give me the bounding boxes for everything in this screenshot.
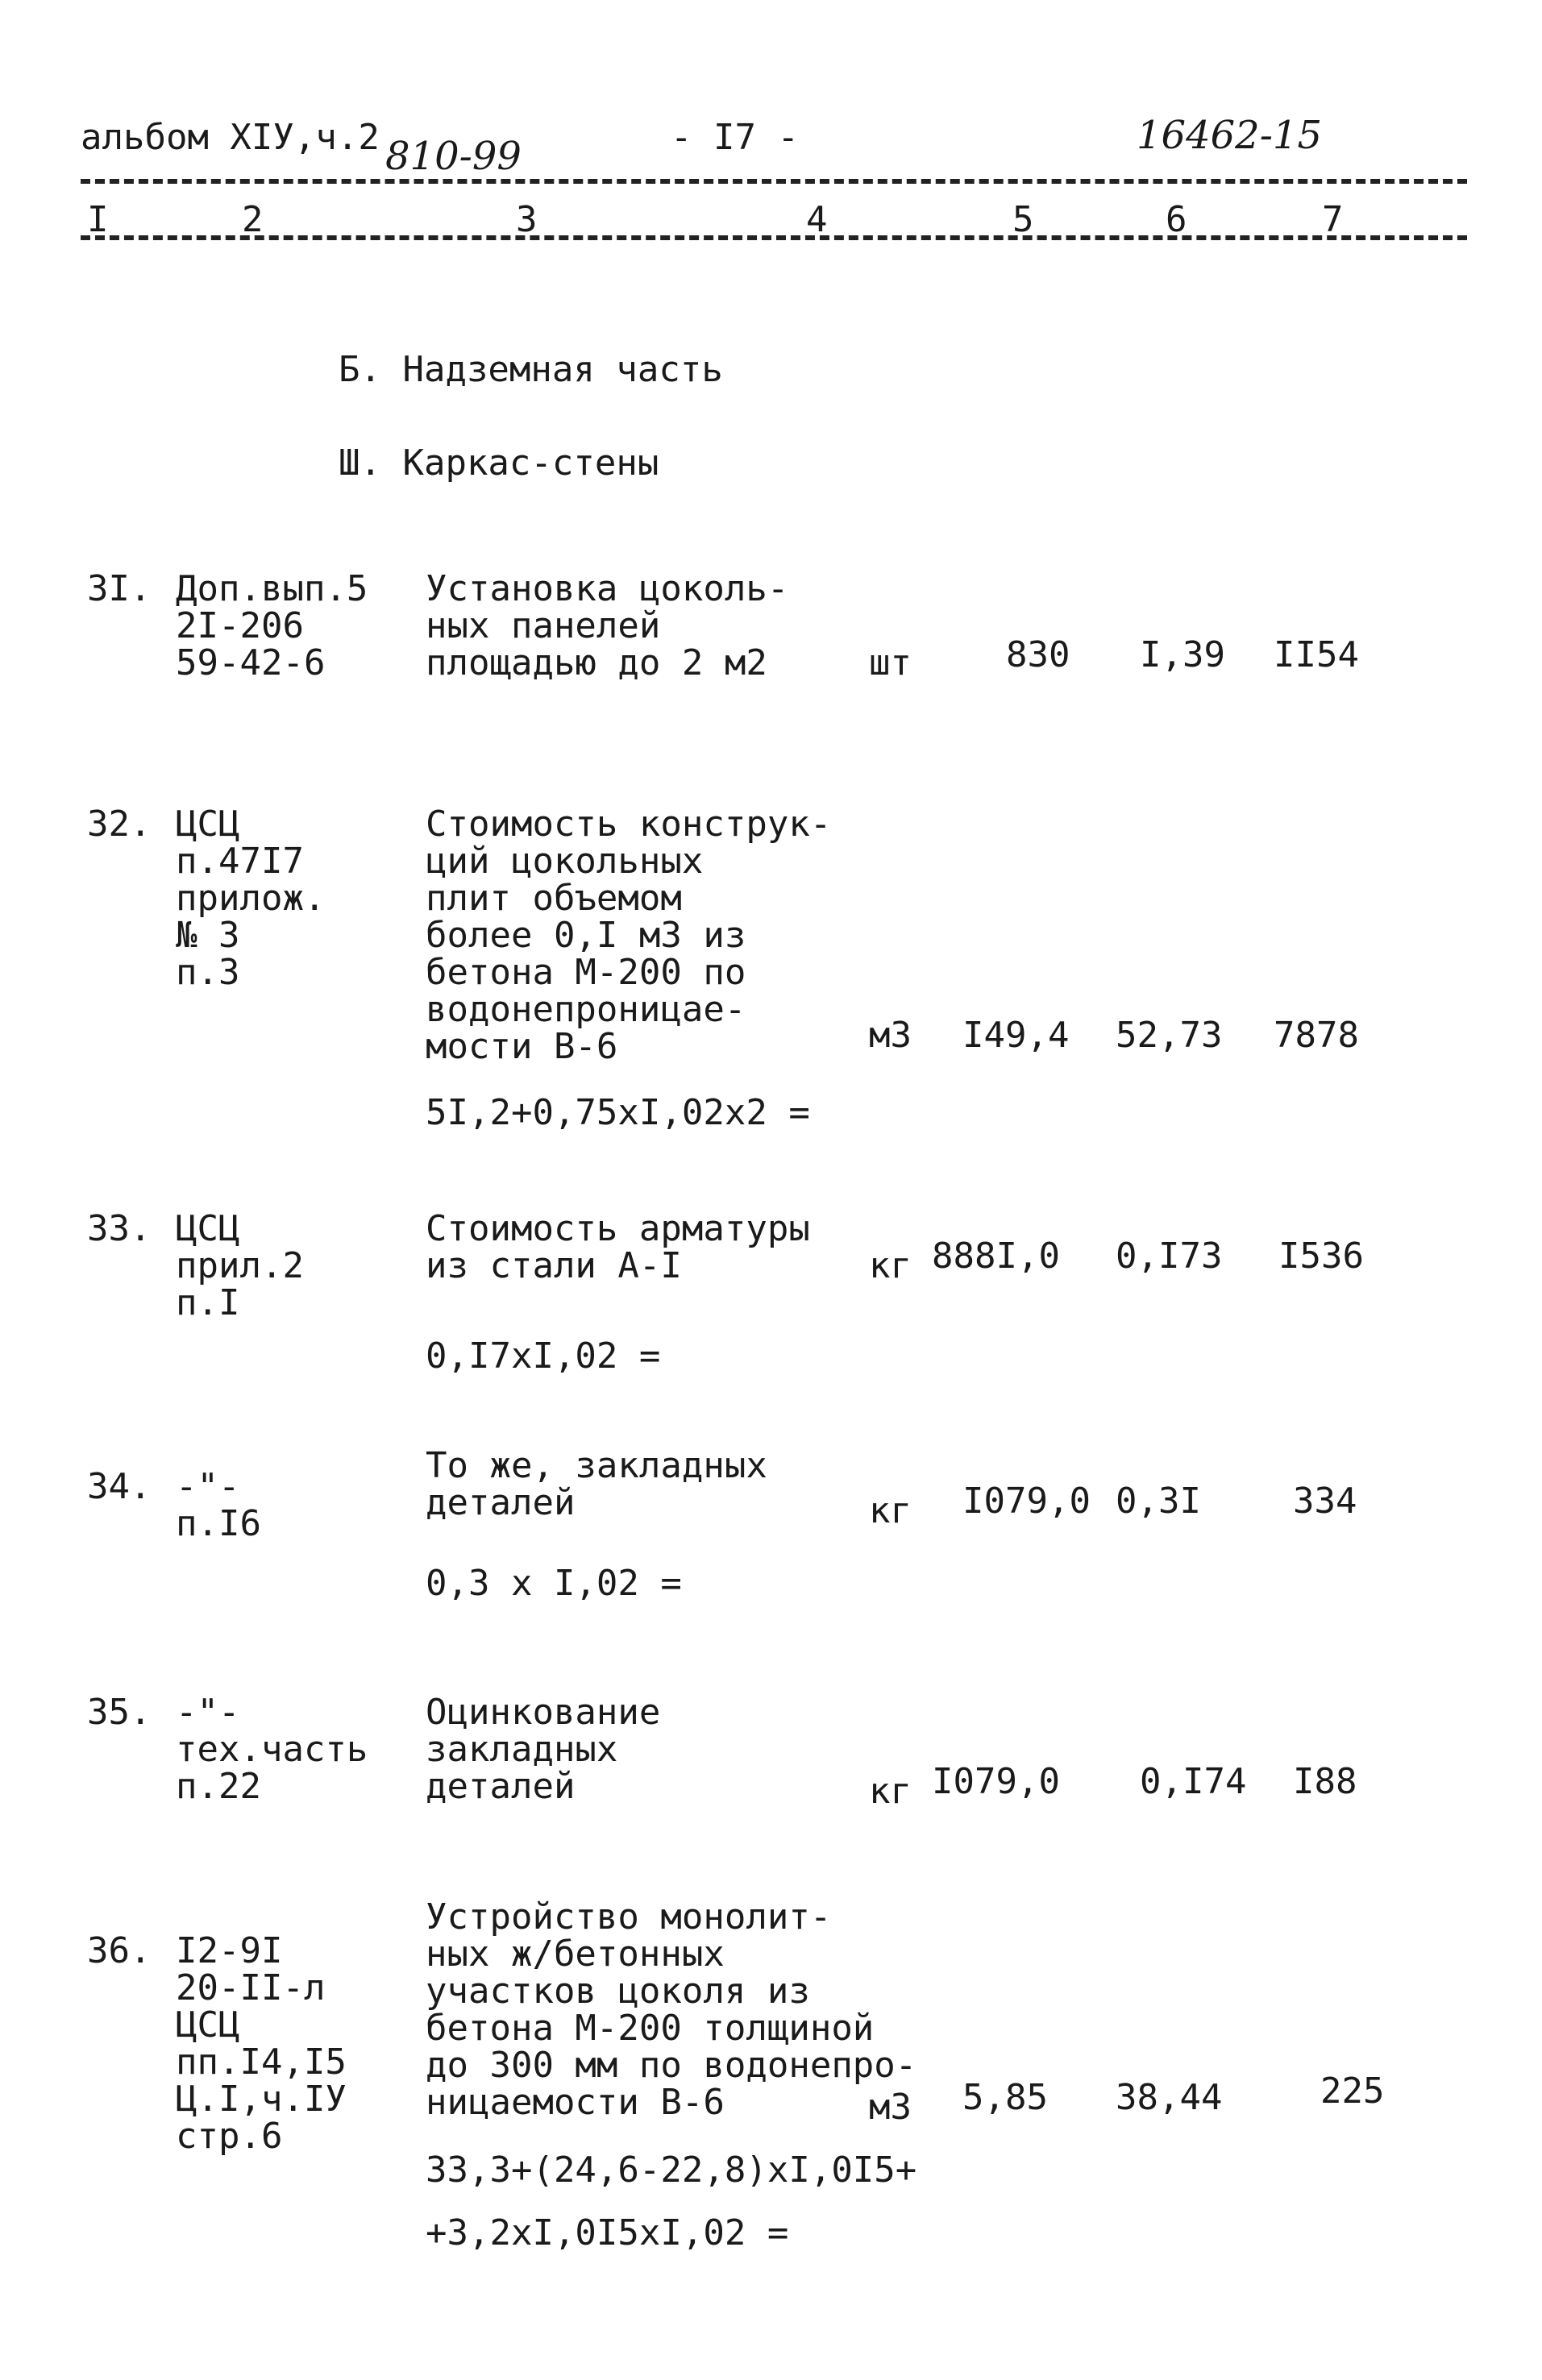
row-number: 3I.: [87, 568, 152, 609]
row-total: 225: [1320, 2071, 1385, 2112]
row-number: 35.: [87, 1692, 152, 1733]
row-price: 0,I74: [1140, 1761, 1247, 1802]
row-reference: ЦСЦ п.47I7 прилож. № 3 п.3: [176, 804, 326, 993]
row-reference: ЦСЦ прил.2 п.I: [176, 1208, 304, 1323]
row-quantity: I079,0: [962, 1481, 1091, 1522]
row-description: Стоимость конструк- ций цокольных плит объемом более 0,I м3 из бетона М-200 по водонепроницае- мости В-6: [426, 804, 832, 1067]
row-unit: м3: [869, 1015, 912, 1056]
document-number: 16462-15: [1137, 113, 1322, 158]
column-number-4: 4: [806, 199, 828, 240]
row-total: I88: [1293, 1761, 1357, 1802]
section-heading-b: Б. Надземная часть: [339, 349, 723, 390]
row-quantity: 5,85: [962, 2077, 1048, 2118]
column-number-5: 5: [1012, 199, 1034, 240]
row-quantity: 888I,0: [932, 1236, 1060, 1277]
row-quantity: 830: [1006, 634, 1070, 675]
row-price: I,39: [1140, 634, 1225, 675]
row-description: Установка цоколь- ных панелей площадью до 2 м2: [426, 568, 789, 683]
column-number-1: I: [87, 199, 109, 240]
row-calculation: 5I,2+0,75хI,02х2 =: [426, 1092, 810, 1133]
row-calculation: 0,I7хI,02 =: [426, 1335, 661, 1377]
page-number: - I7 -: [671, 117, 799, 158]
row-total: 334: [1293, 1481, 1357, 1522]
row-calculation: 0,3 х I,02 =: [426, 1563, 682, 1604]
row-price: 0,3I: [1116, 1481, 1201, 1522]
row-number: 32.: [87, 804, 152, 845]
row-description: Устройство монолит- ных ж/бетонных участков цоколя из бетона М-200 толщиной до 300 мм по водонепро- ницаемости В-6: [426, 1896, 917, 2123]
row-price: 38,44: [1116, 2077, 1223, 2118]
row-unit: кг: [869, 1245, 912, 1286]
row-reference: -"- тех.часть п.22: [176, 1692, 368, 1807]
header-divider-bottom: [81, 235, 1467, 240]
row-unit: шт: [869, 642, 912, 683]
row-price: 52,73: [1116, 1015, 1223, 1056]
row-description: То же, закладных деталей: [426, 1445, 767, 1523]
handwritten-stamp: 810-99: [385, 134, 522, 179]
row-description: Оцинкование закладных деталей: [426, 1692, 661, 1807]
row-calculation: 33,3+(24,6-22,8)хI,0I5+ +3,2хI,0I5хI,02 =: [426, 2149, 917, 2253]
row-quantity: I49,4: [962, 1015, 1070, 1056]
row-number: 33.: [87, 1208, 152, 1249]
row-unit: м3: [869, 2087, 912, 2128]
row-reference: -"- п.I6: [176, 1466, 261, 1544]
row-total: II54: [1274, 634, 1359, 675]
row-reference: I2-9I 20-II-л ЦСЦ пп.I4,I5 Ц.I,ч.IУ стр.6: [176, 1930, 347, 2157]
row-price: 0,I73: [1116, 1236, 1223, 1277]
column-number-2: 2: [242, 199, 264, 240]
row-number: 36.: [87, 1930, 152, 1971]
row-reference: Доп.вып.5 2I-206 59-42-6: [176, 568, 368, 683]
header-divider-top: [81, 179, 1467, 184]
section-heading-iii: Ш. Каркас-стены: [339, 442, 659, 484]
row-total: 7878: [1274, 1015, 1359, 1056]
row-unit: кг: [869, 1771, 912, 1812]
row-number: 34.: [87, 1466, 152, 1507]
column-number-6: 6: [1166, 199, 1187, 240]
row-description: Стоимость арматуры из стали А-I: [426, 1208, 810, 1286]
column-number-7: 7: [1322, 199, 1344, 240]
column-number-3: 3: [516, 199, 538, 240]
row-quantity: I079,0: [932, 1761, 1060, 1802]
row-unit: кг: [869, 1490, 912, 1531]
row-total: I536: [1278, 1236, 1364, 1277]
album-label: альбом ХIУ,ч.2: [81, 117, 380, 158]
